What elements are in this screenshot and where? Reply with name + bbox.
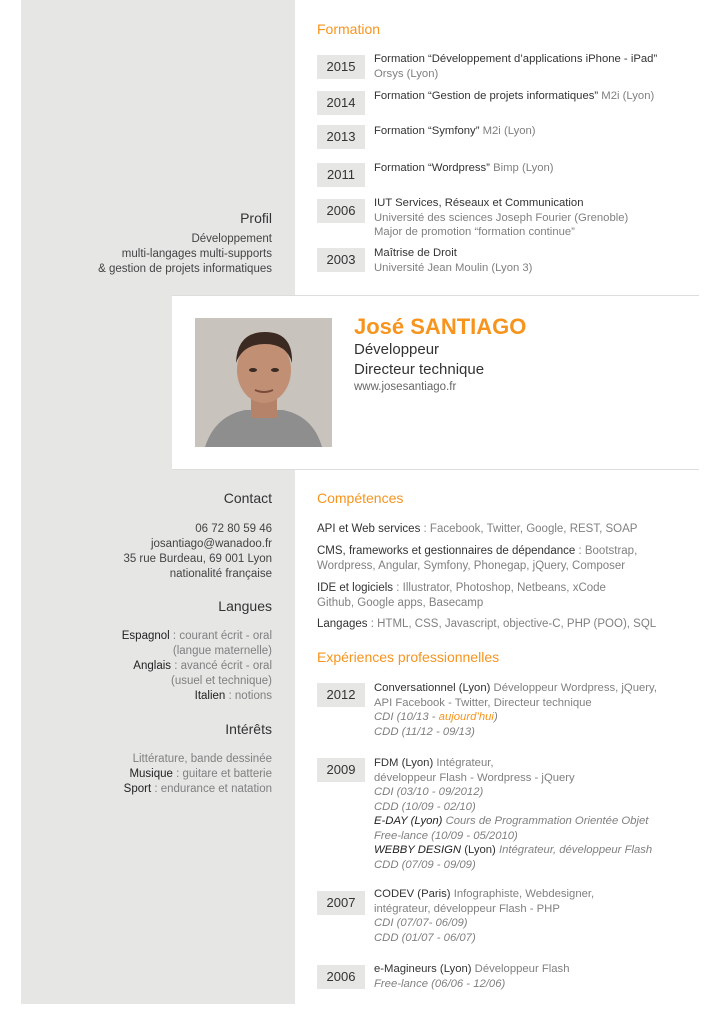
experience-year: 2009 (317, 758, 365, 782)
experience-entry (374, 681, 657, 739)
contract: ) (493, 711, 498, 723)
competence-desc: : Facebook, Twitter, Google, REST, SOAP (420, 523, 638, 535)
role: Intégrateur, développeur Flash (495, 844, 653, 856)
profil-line: Développement (191, 233, 272, 245)
formation-year: 2011 (317, 163, 365, 187)
langue-level: : courant écrit - oral (169, 630, 272, 642)
langue-name: Italien (194, 690, 226, 702)
competence-name: IDE et logiciels (317, 582, 394, 594)
contract: CDI (07/07- 06/09) (374, 917, 468, 929)
portrait-illustration (195, 318, 332, 447)
formation-year: 2014 (317, 91, 365, 115)
competence-name: API et Web services (317, 523, 421, 535)
contract: CDD (01/07 - 06/07) (374, 931, 476, 944)
experience-entry (374, 756, 652, 872)
company-name: FDM (Lyon) (374, 757, 434, 769)
contact-info (123, 522, 272, 582)
interet-name: Musique (129, 768, 173, 780)
experience-year: 2006 (317, 965, 365, 989)
profil-text (98, 232, 272, 277)
contact-nationality: nationalité française (169, 568, 272, 580)
formation-entry (374, 161, 554, 176)
competences-title: Compétences (317, 490, 404, 506)
interet-desc: : guitare et batterie (172, 768, 272, 780)
formation-line: IUT Services, Réseaux et Communication (374, 197, 584, 209)
role: Développeur Flash (471, 963, 570, 975)
formation-line: Formation “Wordpress” (374, 162, 490, 174)
contact-title: Contact (223, 490, 272, 506)
experiences-title: Expériences professionnelles (317, 649, 500, 665)
experience-year: 2007 (317, 891, 365, 915)
langues-title: Langues (218, 598, 272, 614)
formation-title: Formation (317, 21, 381, 37)
experience-year: 2012 (317, 683, 365, 707)
formation-line: Maîtrise de Droit (374, 247, 457, 259)
contract: CDI (03/10 - 09/2012) (374, 786, 484, 798)
formation-line: Université Jean Moulin (Lyon 3) (374, 261, 533, 274)
profil-line: & gestion de projets informatiques (98, 263, 272, 275)
langue-detail: (langue maternelle) (172, 645, 272, 657)
competence-name: Langages (317, 618, 368, 630)
profile-photo (195, 318, 332, 447)
experience-entry (374, 962, 570, 991)
contract: CDD (10/09 - 02/10) (374, 800, 476, 813)
formation-year: 2015 (317, 55, 365, 79)
interets-list (124, 752, 272, 797)
formation-line: Formation “Développement d’applications iPhone - iPad” (374, 53, 658, 65)
contract-current: aujourd’hui (438, 711, 494, 723)
contract: CDD (11/12 - 09/13) (374, 725, 475, 738)
formation-line: Major de promotion “formation continue” (374, 226, 575, 238)
formation-year: 2006 (317, 199, 365, 223)
company-city: (Lyon) (461, 844, 496, 856)
competence-item (317, 581, 606, 611)
formation-place: M2i (Lyon) (598, 90, 655, 102)
contact-phone: 06 72 80 59 46 (195, 523, 272, 535)
company-name: WEBBY DESIGN (374, 844, 462, 856)
formation-place: Bimp (Lyon) (489, 162, 554, 174)
role: Développeur Wordpress, jQuery, (490, 682, 657, 694)
contact-address: 35 rue Burdeau, 69 001 Lyon (123, 553, 272, 565)
langue-name: Anglais (133, 660, 172, 672)
person-name: José SANTIAGO (354, 314, 527, 339)
langue-detail: (usuel et technique) (170, 675, 272, 687)
interet-item: Littérature, bande dessinée (132, 753, 272, 765)
role: Intégrateur, (433, 757, 494, 769)
job-title-2: Directeur technique (354, 361, 485, 378)
company-name: Conversationnel (Lyon) (374, 682, 491, 694)
interet-name: Sport (123, 783, 152, 795)
formation-entry (374, 246, 532, 275)
interet-item (124, 782, 272, 797)
competence-desc: : Bootstrap, (575, 545, 638, 557)
profil-title: Profil (240, 210, 272, 226)
interet-item (124, 767, 272, 782)
contract: Free-lance (06/06 - 12/06) (374, 977, 506, 990)
website-link[interactable]: www.josesantiago.fr (354, 381, 457, 393)
formation-line: Formation “Symfony” (374, 125, 480, 137)
competence-item (317, 617, 656, 632)
contract: CDI (10/13 - (374, 711, 439, 723)
formation-year: 2003 (317, 248, 365, 272)
company-name: E-DAY (Lyon) (374, 815, 443, 827)
competence-desc: : Illustrator, Photoshop, Netbeans, xCode (393, 582, 606, 594)
formation-place: M2i (Lyon) (479, 125, 536, 137)
role: Infographiste, Webdesigner, (450, 888, 595, 900)
langue-item (122, 689, 272, 704)
langue-item (122, 629, 272, 644)
contact-email[interactable]: josantiago@wanadoo.fr (150, 538, 272, 550)
contract: CDD (07/09 - 09/09) (374, 858, 476, 871)
langue-level: : avancé écrit - oral (171, 660, 272, 672)
formation-entry (374, 89, 654, 104)
competence-name: CMS, frameworks et gestionnaires de dépendance (317, 545, 576, 557)
contract: Free-lance (10/09 - 05/2010) (374, 829, 518, 842)
profil-line: multi-langages multi-supports (121, 248, 272, 260)
experience-entry (374, 887, 594, 945)
competence-item (317, 544, 637, 574)
formation-line: Formation “Gestion de projets informatiques” (374, 90, 599, 102)
competence-desc: : HTML, CSS, Javascript, objective-C, PHP (POO), SQL (367, 618, 657, 630)
formation-year: 2013 (317, 125, 365, 149)
interet-desc: : endurance et natation (151, 783, 272, 795)
role: intégrateur, développeur Flash - PHP (374, 902, 560, 915)
role: API Facebook - Twitter, Directeur technique (374, 696, 592, 709)
formation-entry (374, 196, 628, 240)
langue-item (122, 659, 272, 674)
company-name: CODEV (Paris) (374, 888, 451, 900)
formation-line: Orsys (Lyon) (374, 67, 439, 80)
interets-title: Intérêts (225, 721, 272, 737)
company-name: e-Magineurs (Lyon) (374, 963, 472, 975)
role: Cours de Programmation Orientée Objet (442, 815, 649, 827)
formation-entry (374, 124, 536, 139)
role: développeur Flash - Wordpress - jQuery (374, 771, 575, 784)
competence-desc: Github, Google apps, Basecamp (317, 597, 484, 609)
formation-entry (374, 52, 657, 81)
competence-item (317, 522, 637, 537)
langues-list (122, 629, 272, 704)
langue-level: : notions (225, 690, 272, 702)
langue-name: Espagnol (121, 630, 170, 642)
formation-line: Université des sciences Joseph Fourier (Grenoble) (374, 211, 629, 224)
competence-desc: Wordpress, Angular, Symfony, Phonegap, jQuery, Composer (317, 560, 626, 572)
job-title-1: Développeur (354, 341, 440, 358)
